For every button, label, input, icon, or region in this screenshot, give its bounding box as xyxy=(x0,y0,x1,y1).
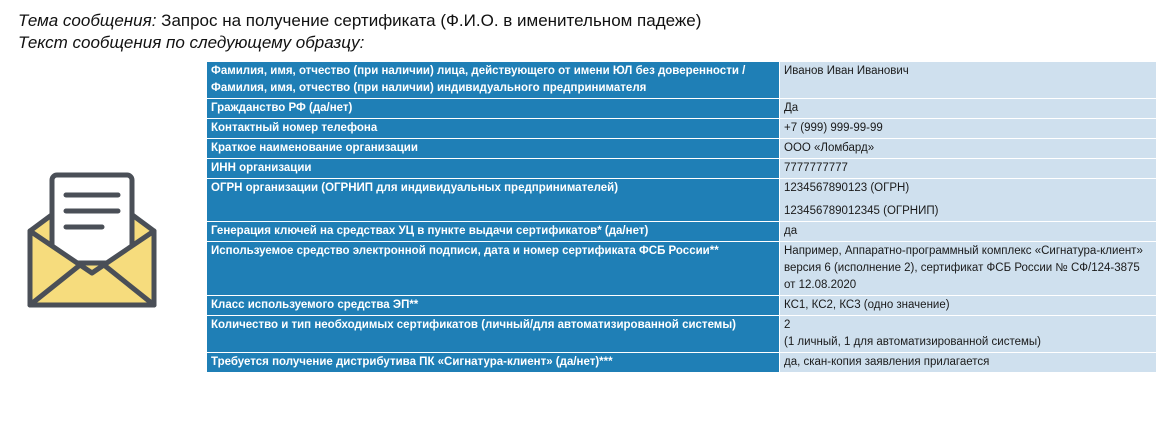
envelope-letter-icon xyxy=(22,165,162,315)
field-value xyxy=(780,222,1157,242)
message-header xyxy=(18,10,1158,54)
table-row xyxy=(207,353,1157,373)
field-value-line: КС1, КС2, КС3 (одно значение) xyxy=(784,299,950,311)
field-value xyxy=(780,62,1157,99)
field-label: Краткое наименование организации xyxy=(207,139,780,159)
table-body xyxy=(207,62,1157,373)
table-row xyxy=(207,296,1157,316)
field-value-line: 1234567890123 (ОГРН) xyxy=(784,182,910,194)
field-label: Гражданство РФ (да/нет) xyxy=(207,99,780,119)
certificate-request-table xyxy=(206,61,1157,373)
field-label: Требуется получение дистрибутива ПК «Сигнатура-клиент» (да/нет)*** xyxy=(207,353,780,373)
field-value xyxy=(780,296,1157,316)
field-label: Класс используемого средства ЭП** xyxy=(207,296,780,316)
field-label: ОГРН организации (ОГРНИП для индивидуальных предпринимателей) xyxy=(207,179,780,222)
field-value-line: Например, Аппаратно-программный комплекс «Сигнатура-клиент» версия 6 (исполнение 2), сертификат ФСБ России № СФ/124-3875 от 12.08.2020 xyxy=(784,245,1143,291)
table-row xyxy=(207,139,1157,159)
table-row xyxy=(207,316,1157,353)
field-value-line: 123456789012345 (ОГРНИП) xyxy=(784,205,939,217)
table-row xyxy=(207,159,1157,179)
field-value xyxy=(780,139,1157,159)
field-value xyxy=(780,353,1157,373)
field-value-line: да, скан-копия заявления прилагается xyxy=(784,356,990,368)
table-row xyxy=(207,222,1157,242)
field-value-line: 2 xyxy=(784,319,791,331)
subject-line xyxy=(18,10,1158,32)
table-row xyxy=(207,62,1157,99)
field-value-line: ООО «Ломбард» xyxy=(784,142,875,154)
table-row xyxy=(207,99,1157,119)
field-label: Фамилия, имя, отчество (при наличии) лица, действующего от имени ЮЛ без доверенности / Фамилия, имя, отчество (при наличии) индивидуального предпринимателя xyxy=(207,62,780,99)
subject-value: Запрос на получение сертификата (Ф.И.О. в именительном падеже) xyxy=(161,11,702,30)
field-value-line: +7 (999) 999-99-99 xyxy=(784,122,883,134)
table-row xyxy=(207,119,1157,139)
field-value xyxy=(780,119,1157,139)
table-row xyxy=(207,179,1157,222)
field-value xyxy=(780,242,1157,296)
field-value xyxy=(780,316,1157,353)
field-value xyxy=(780,179,1157,222)
field-label: Используемое средство электронной подписи, дата и номер сертификата ФСБ России** xyxy=(207,242,780,296)
field-label: ИНН организации xyxy=(207,159,780,179)
field-label: Контактный номер телефона xyxy=(207,119,780,139)
field-value-line: 7777777777 xyxy=(784,162,848,174)
field-value-line: Иванов Иван Иванович xyxy=(784,65,909,77)
field-value-line: Да xyxy=(784,102,799,114)
field-label: Генерация ключей на средствах УЦ в пункте выдачи сертификатов* (да/нет) xyxy=(207,222,780,242)
table-row xyxy=(207,242,1157,296)
subject-label: Тема сообщения: xyxy=(18,11,157,30)
field-label: Количество и тип необходимых сертификатов (личный/для автоматизированной системы) xyxy=(207,316,780,353)
field-value xyxy=(780,159,1157,179)
field-value xyxy=(780,99,1157,119)
body-label: Текст сообщения по следующему образцу: xyxy=(18,33,365,52)
field-value-line: да xyxy=(784,225,798,237)
field-value-line: (1 личный, 1 для автоматизированной системы) xyxy=(784,336,1041,348)
